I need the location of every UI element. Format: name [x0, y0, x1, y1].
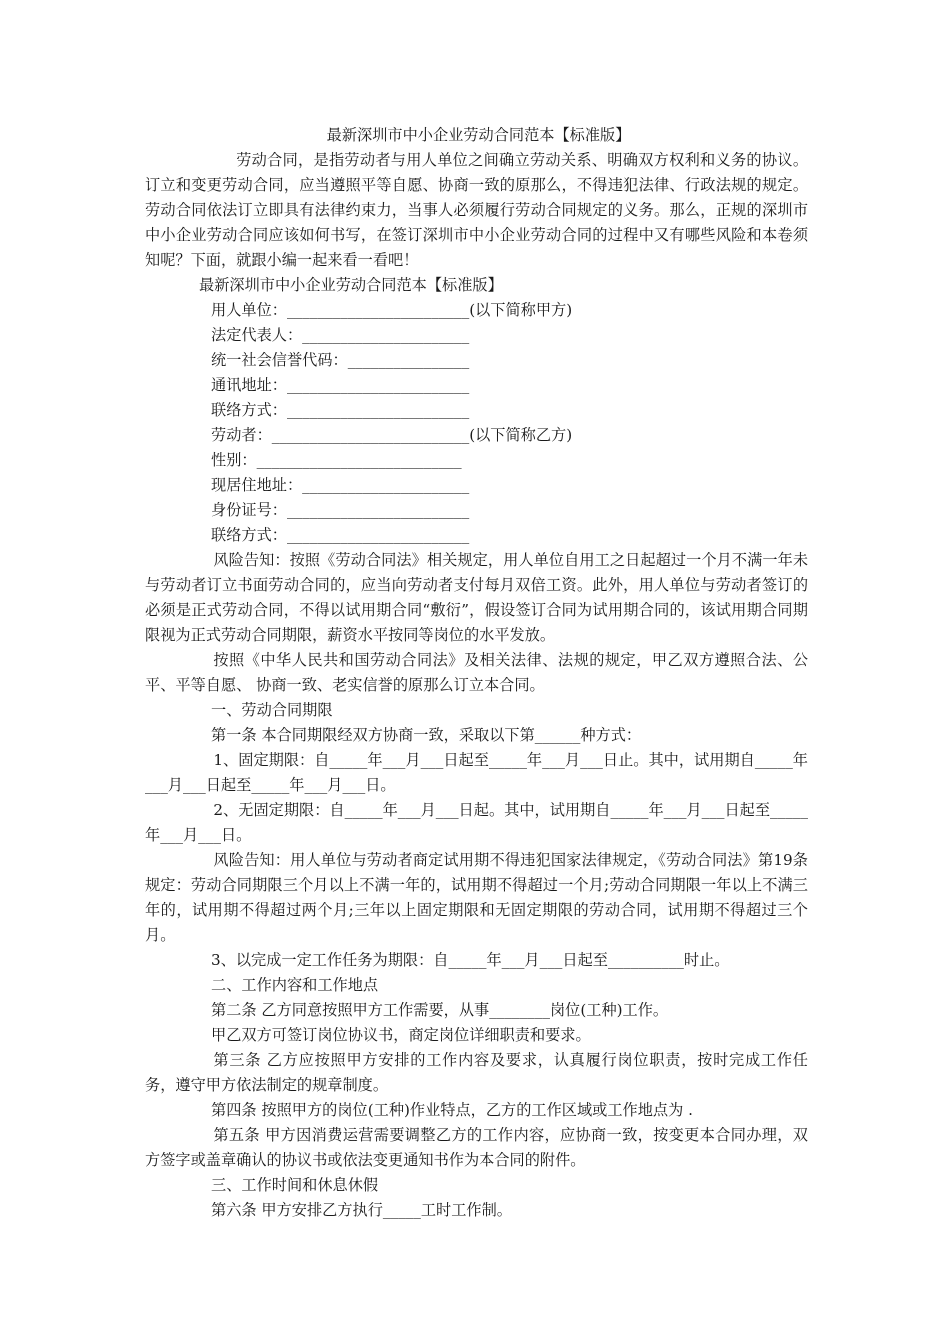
- article-5: 第五条 甲方因消费运营需要调整乙方的工作内容，应协商一致，按变更本合同办理，双方签字或盖章确认的协议书或依法变更通知书作为本合同的附件。: [145, 1126, 808, 1169]
- section-heading-1: 一、劳动合同期限: [211, 701, 333, 719]
- item-fixed-term: 1、固定期限：自_____年___月___日起至_____年___月___日止。其中，试用期自_____年___月___日起至_____年___月___日。: [145, 751, 808, 794]
- field-employer: 用人单位：________________________(以下简称甲方): [211, 301, 573, 319]
- field-employee: 劳动者：__________________________(以下简称乙方): [211, 426, 573, 444]
- legal-basis-paragraph: 按照《中华人民共和国劳动合同法》及相关法律、法规的规定，甲乙双方遵照合法、公平、平等自愿、 协商一致、老实信誉的原那么订立本合同。: [145, 651, 808, 694]
- article-1: 第一条 本合同期限经双方协商一致，采取以下第______种方式：: [211, 726, 642, 744]
- document-subtitle: 最新深圳市中小企业劳动合同范本【标准版】: [199, 276, 503, 294]
- field-contact-employee: 联络方式：________________________: [211, 526, 470, 544]
- item-task-term: 3、以完成一定工作任务为期限：自_____年___月___日起至__________时止。: [211, 951, 730, 969]
- section-heading-2: 二、工作内容和工作地点: [211, 976, 379, 994]
- item-open-term: 2、无固定期限：自_____年___月___日起。其中，试用期自_____年___月___日起至_____年___月___日。: [145, 801, 808, 844]
- field-legal-rep: 法定代表人：______________________: [211, 326, 470, 344]
- document-title: 最新深圳市中小企业劳动合同范本【标准版】: [326, 126, 631, 144]
- contract-page: [145, 123, 808, 1223]
- field-address: 通讯地址：________________________: [211, 376, 470, 394]
- risk-notice-2: 风险告知：用人单位与劳动者商定试用期不得违犯国家法律规定，《劳动合同法》第19条规定：劳动合同期限三个月以上不满一年的，试用期不得超过一个月;劳动合同期限一年以上不满三年的，试用期不得超过两个月;三年以上固定期限和无固定期限的劳动合同，试用期不得超过三个月。: [145, 851, 808, 944]
- field-id-number: 身份证号：________________________: [211, 501, 470, 519]
- article-4: 第四条 按照甲方的岗位(工种)作业特点，乙方的工作区域或工作地点为 .: [211, 1101, 693, 1119]
- article-3: 第三条 乙方应按照甲方安排的工作内容及要求，认真履行岗位职责，按时完成工作任务，遵守甲方依法制定的规章制度。: [145, 1051, 808, 1094]
- field-contact-employer: 联络方式：________________________: [211, 401, 470, 419]
- field-residence: 现居住地址：______________________: [211, 476, 470, 494]
- article-2: 第二条 乙方同意按照甲方工作需要，从事________岗位(工种)工作。: [211, 1001, 669, 1019]
- article-6: 第六条 甲方安排乙方执行_____工时工作制。: [211, 1201, 512, 1219]
- field-gender: 性别：___________________________: [211, 451, 462, 469]
- intro-paragraph: 劳动合同，是指劳动者与用人单位之间确立劳动关系、明确双方权利和义务的协议。订立和变更劳动合同，应当遵照平等自愿、协商一致的原那么，不得违犯法律、行政法规的规定。劳动合同依法订立即具有法律约束力，当事人必须履行劳动合同规定的义务。那么，正规的深圳市中小企业劳动合同应该如何书写，在签订深圳市中小企业劳动合同的过程中又有哪些风险和本卷须知呢？下面，就跟小编一起来看一看吧！: [145, 151, 808, 269]
- article-2-note: 甲乙双方可签订岗位协议书，商定岗位详细职责和要求。: [211, 1026, 591, 1044]
- field-credit-code: 统一社会信誉代码：________________: [211, 351, 470, 369]
- section-heading-3: 三、工作时间和休息休假: [211, 1176, 379, 1194]
- risk-notice-1: 风险告知：按照《劳动合同法》相关规定，用人单位自用工之日起超过一个月不满一年未与劳动者订立书面劳动合同的，应当向劳动者支付每月双倍工资。此外，用人单位与劳动者签订的必须是正式劳动合同，不得以试用期合同“敷衍”，假设签订合同为试用期合同的，该试用期合同期限视为正式劳动合同期限，薪资水平按同等岗位的水平发放。: [145, 551, 808, 644]
